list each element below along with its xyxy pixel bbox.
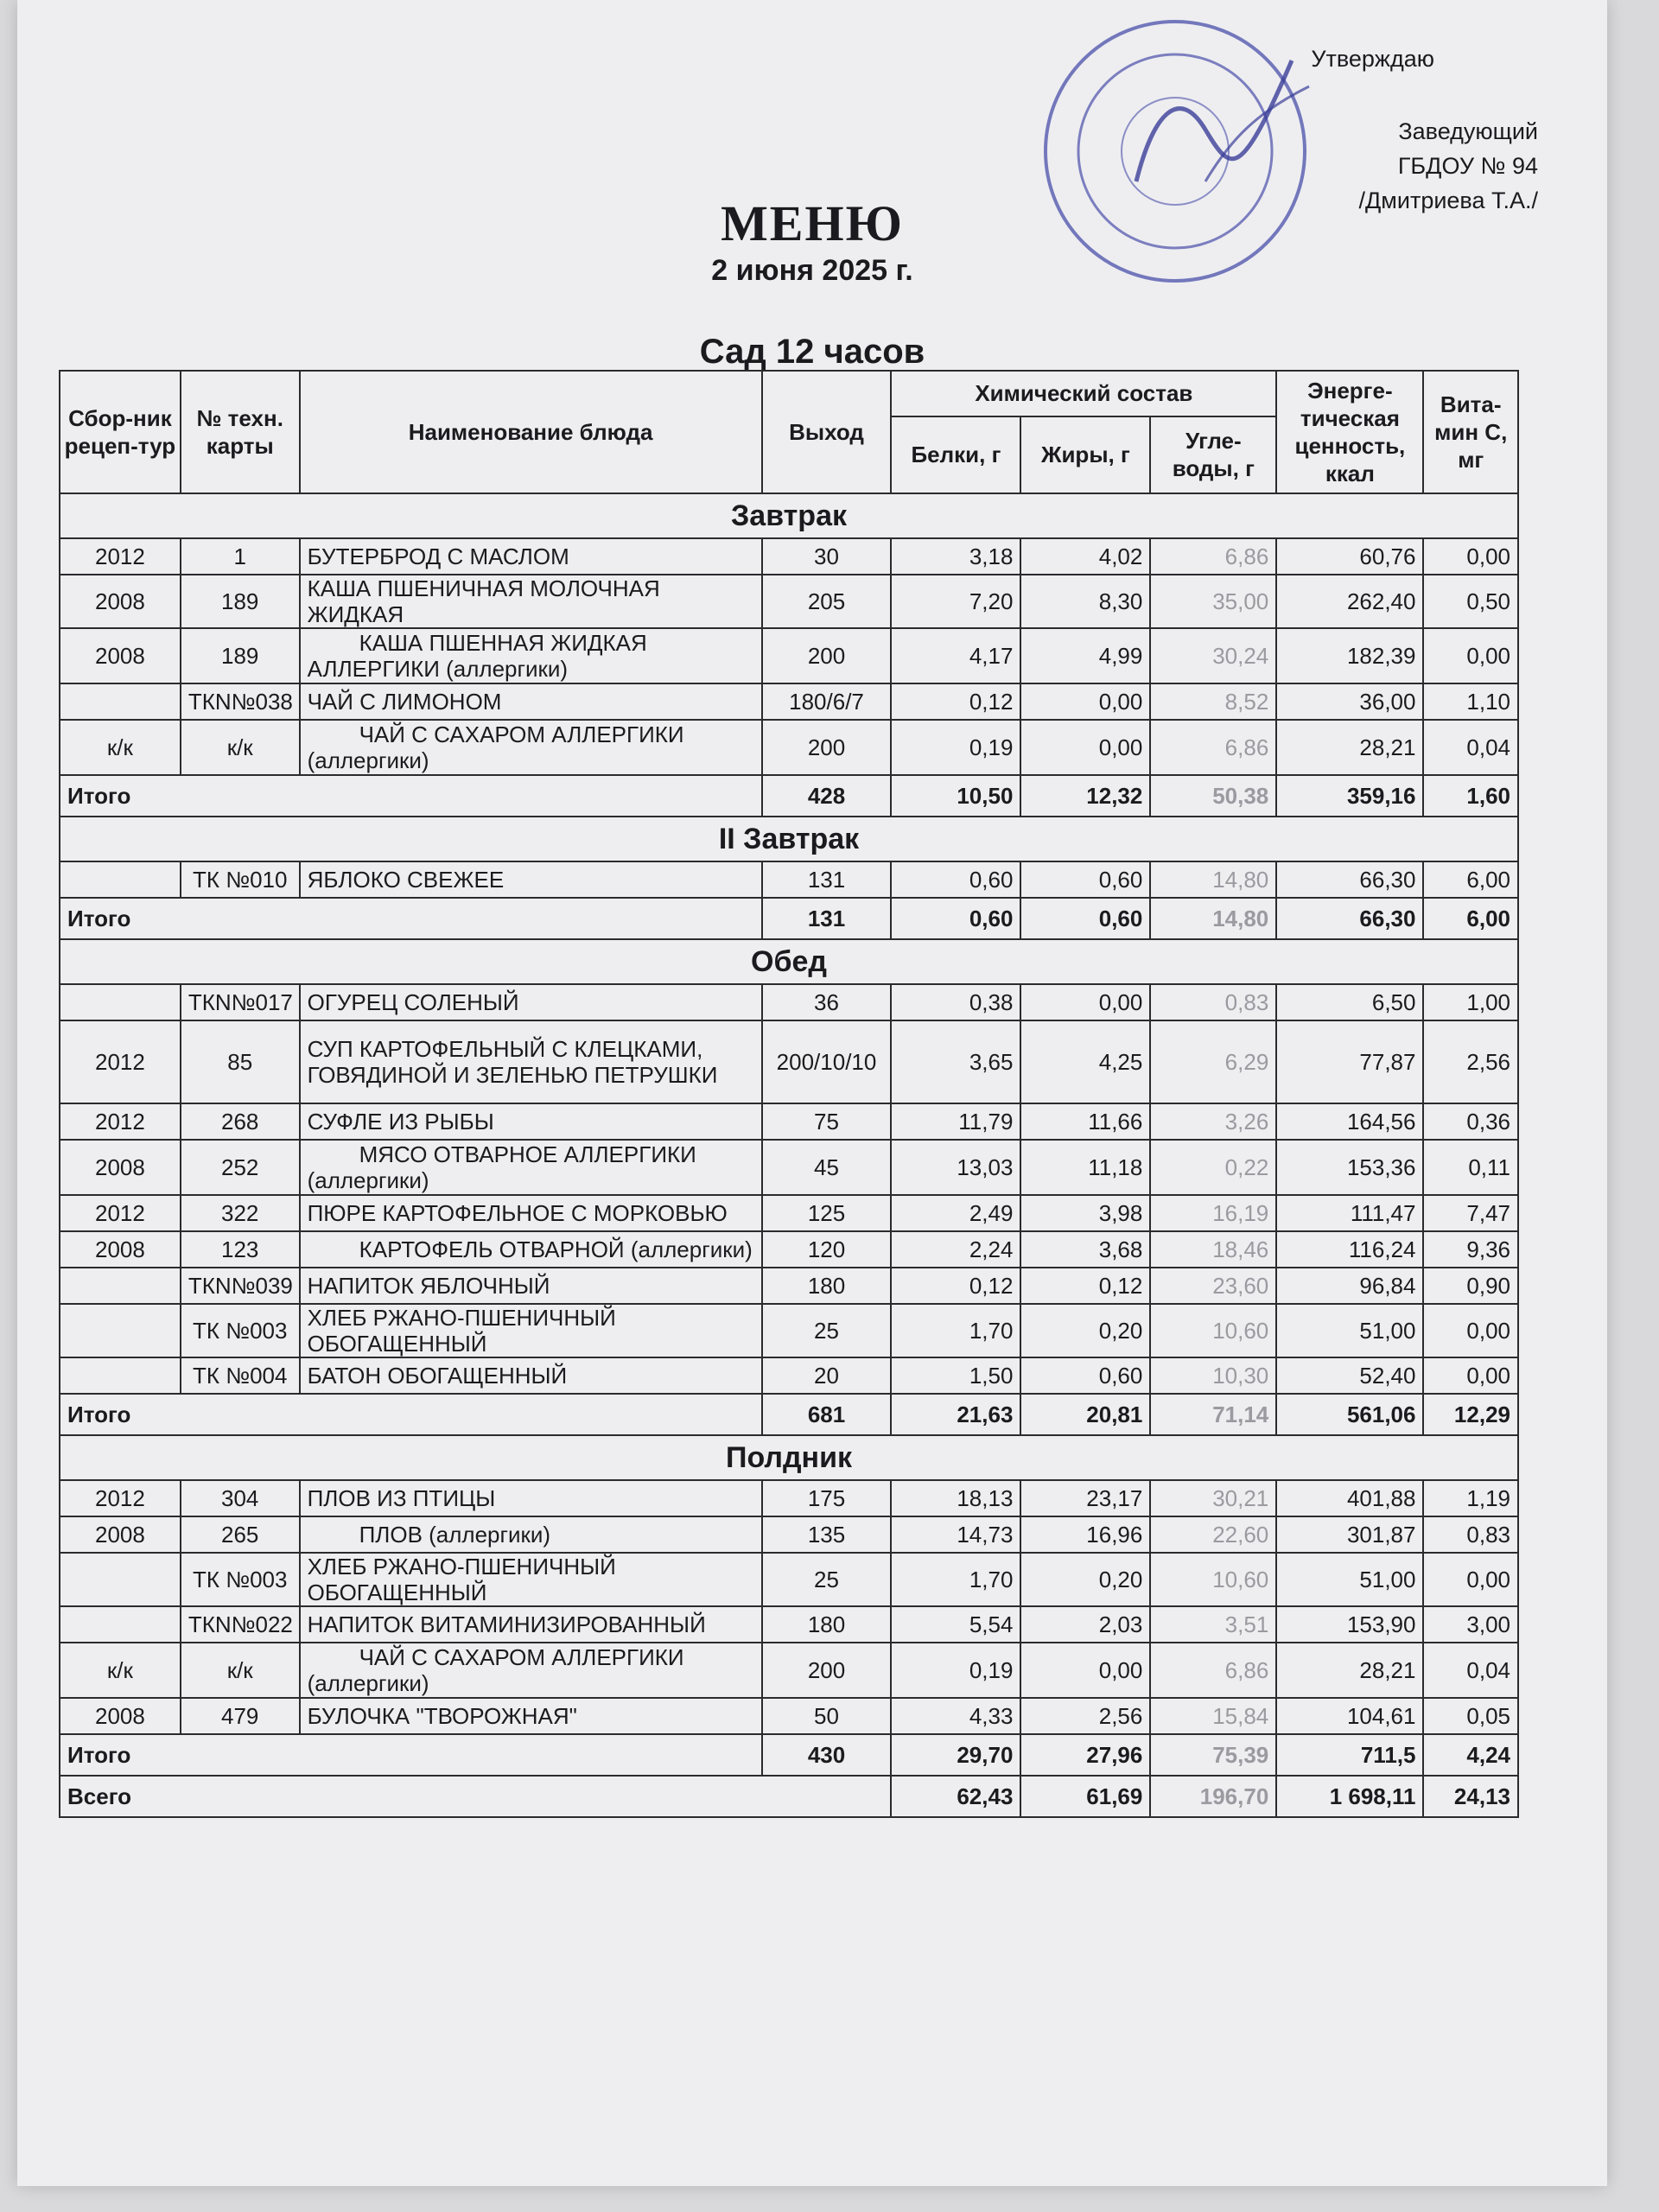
fat-cell: 0,00 [1020, 683, 1150, 720]
approval-block [1311, 41, 1538, 218]
card-cell: к/к [181, 720, 300, 775]
energy-cell: 153,36 [1276, 1140, 1423, 1195]
dish-name-cell: МЯСО ОТВАРНОЕ АЛЛЕРГИКИ (аллергики) [300, 1140, 762, 1195]
vitc-cell: 1,00 [1423, 984, 1518, 1020]
energy-cell: 52,40 [1276, 1357, 1423, 1394]
fat-cell: 2,03 [1020, 1606, 1150, 1643]
header-energy: Энерге-тическая ценность, ккал [1276, 371, 1423, 493]
dish-name-cell: НАПИТОК ВИТАМИНИЗИРОВАННЫЙ [300, 1606, 762, 1643]
card-cell: ТК №010 [181, 861, 300, 898]
protein-cell: 1,70 [891, 1304, 1020, 1357]
vitc-cell: 6,00 [1423, 861, 1518, 898]
card-cell: к/к [181, 1643, 300, 1698]
total-yield-cell: 681 [762, 1394, 892, 1435]
energy-cell: 51,00 [1276, 1304, 1423, 1357]
protein-cell: 0,12 [891, 1268, 1020, 1304]
card-cell: ТКN№022 [181, 1606, 300, 1643]
yield-cell: 200/10/10 [762, 1020, 892, 1103]
energy-cell: 153,90 [1276, 1606, 1423, 1643]
collection-cell: 2012 [60, 538, 181, 575]
collection-cell: 2008 [60, 1140, 181, 1195]
protein-cell: 0,60 [891, 861, 1020, 898]
dish-name-cell: БУТЕРБРОД С МАСЛОМ [300, 538, 762, 575]
fat-cell: 2,56 [1020, 1698, 1150, 1734]
protein-cell: 2,24 [891, 1231, 1020, 1268]
protein-cell: 4,17 [891, 628, 1020, 683]
section-header [60, 1435, 1518, 1480]
yield-cell: 180/6/7 [762, 683, 892, 720]
total-protein-cell: 29,70 [891, 1734, 1020, 1776]
collection-cell: к/к [60, 1643, 181, 1698]
collection-cell [60, 984, 181, 1020]
total-vitc-cell: 1,60 [1423, 775, 1518, 817]
yield-cell: 120 [762, 1231, 892, 1268]
section-total-row [60, 775, 1518, 817]
energy-cell: 6,50 [1276, 984, 1423, 1020]
menu-table [59, 370, 1519, 1818]
carbs-cell: 0,22 [1150, 1140, 1276, 1195]
yield-cell: 131 [762, 861, 892, 898]
section-title: II Завтрак [60, 817, 1518, 861]
table-row [60, 984, 1518, 1020]
yield-cell: 20 [762, 1357, 892, 1394]
protein-cell: 0,19 [891, 1643, 1020, 1698]
section-total-row [60, 898, 1518, 939]
grand-total-carbs-cell: 196,70 [1150, 1776, 1276, 1817]
card-cell: 85 [181, 1020, 300, 1103]
menu-subtitle: Сад 12 часов [699, 333, 925, 371]
dish-name-cell: НАПИТОК ЯБЛОЧНЫЙ [300, 1268, 762, 1304]
fat-cell: 4,99 [1020, 628, 1150, 683]
approve-label: Утверждаю [1311, 46, 1434, 72]
collection-cell: 2012 [60, 1020, 181, 1103]
section-header [60, 939, 1518, 984]
protein-cell: 3,18 [891, 538, 1020, 575]
fat-cell: 0,00 [1020, 1643, 1150, 1698]
energy-cell: 51,00 [1276, 1553, 1423, 1606]
collection-cell [60, 1606, 181, 1643]
total-fat-cell: 12,32 [1020, 775, 1150, 817]
vitc-cell: 3,00 [1423, 1606, 1518, 1643]
total-carbs-cell: 71,14 [1150, 1394, 1276, 1435]
carbs-cell: 6,86 [1150, 538, 1276, 575]
carbs-cell: 15,84 [1150, 1698, 1276, 1734]
fat-cell: 3,68 [1020, 1231, 1150, 1268]
fat-cell: 23,17 [1020, 1480, 1150, 1516]
table-row [60, 1103, 1518, 1140]
yield-cell: 180 [762, 1268, 892, 1304]
fat-cell: 11,66 [1020, 1103, 1150, 1140]
dish-name-cell: ЧАЙ С ЛИМОНОМ [300, 683, 762, 720]
energy-cell: 28,21 [1276, 1643, 1423, 1698]
collection-cell: 2012 [60, 1103, 181, 1140]
section-header [60, 493, 1518, 538]
total-yield-cell: 131 [762, 898, 892, 939]
protein-cell: 0,19 [891, 720, 1020, 775]
header-card: № техн. карты [181, 371, 300, 493]
yield-cell: 200 [762, 628, 892, 683]
menu-table-body [60, 493, 1518, 1817]
collection-cell: 2008 [60, 575, 181, 628]
energy-cell: 301,87 [1276, 1516, 1423, 1553]
table-row [60, 1553, 1518, 1606]
total-vitc-cell: 12,29 [1423, 1394, 1518, 1435]
total-label: Итого [60, 1734, 762, 1776]
yield-cell: 175 [762, 1480, 892, 1516]
grand-total-protein-cell: 62,43 [891, 1776, 1020, 1817]
card-cell: ТК №004 [181, 1357, 300, 1394]
total-fat-cell: 20,81 [1020, 1394, 1150, 1435]
header-collection: Сбор-ник рецеп-тур [60, 371, 181, 493]
card-cell: 268 [181, 1103, 300, 1140]
fat-cell: 0,00 [1020, 720, 1150, 775]
collection-cell [60, 1553, 181, 1606]
dish-name-cell: БАТОН ОБОГАЩЕННЫЙ [300, 1357, 762, 1394]
table-row [60, 1020, 1518, 1103]
carbs-cell: 0,83 [1150, 984, 1276, 1020]
table-row [60, 1606, 1518, 1643]
document-sheet [17, 0, 1607, 2186]
collection-cell [60, 1304, 181, 1357]
vitc-cell: 0,05 [1423, 1698, 1518, 1734]
yield-cell: 50 [762, 1698, 892, 1734]
yield-cell: 200 [762, 1643, 892, 1698]
dish-name-cell: ЧАЙ С САХАРОМ АЛЛЕРГИКИ (аллергики) [300, 720, 762, 775]
card-cell: 123 [181, 1231, 300, 1268]
table-row [60, 538, 1518, 575]
carbs-cell: 14,80 [1150, 861, 1276, 898]
grand-total-fat-cell: 61,69 [1020, 1776, 1150, 1817]
card-cell: 189 [181, 628, 300, 683]
protein-cell: 0,38 [891, 984, 1020, 1020]
yield-cell: 25 [762, 1304, 892, 1357]
fat-cell: 0,12 [1020, 1268, 1150, 1304]
collection-cell: 2012 [60, 1480, 181, 1516]
table-row [60, 1357, 1518, 1394]
vitc-cell: 0,36 [1423, 1103, 1518, 1140]
energy-cell: 77,87 [1276, 1020, 1423, 1103]
yield-cell: 36 [762, 984, 892, 1020]
table-row [60, 1268, 1518, 1304]
carbs-cell: 35,00 [1150, 575, 1276, 628]
dish-name-cell: ПЛОВ (аллергики) [300, 1516, 762, 1553]
total-fat-cell: 27,96 [1020, 1734, 1150, 1776]
carbs-cell: 30,24 [1150, 628, 1276, 683]
vitc-cell: 0,11 [1423, 1140, 1518, 1195]
vitc-cell: 0,00 [1423, 1357, 1518, 1394]
approver-name: /Дмитриева Т.А./ [1358, 188, 1538, 213]
card-cell: ТК №003 [181, 1304, 300, 1357]
vitc-cell: 7,47 [1423, 1195, 1518, 1231]
protein-cell: 14,73 [891, 1516, 1020, 1553]
collection-cell: 2012 [60, 1195, 181, 1231]
table-row [60, 1516, 1518, 1553]
table-row [60, 1195, 1518, 1231]
section-title: Завтрак [60, 493, 1518, 538]
total-protein-cell: 0,60 [891, 898, 1020, 939]
grand-total-energy-cell: 1 698,11 [1276, 1776, 1423, 1817]
total-vitc-cell: 6,00 [1423, 898, 1518, 939]
total-protein-cell: 21,63 [891, 1394, 1020, 1435]
dish-name-cell: СУФЛЕ ИЗ РЫБЫ [300, 1103, 762, 1140]
approver-position: Заведующий [1398, 118, 1538, 144]
table-row [60, 1698, 1518, 1734]
card-cell: ТКN№039 [181, 1268, 300, 1304]
table-row [60, 1231, 1518, 1268]
card-cell: 265 [181, 1516, 300, 1553]
total-energy-cell: 66,30 [1276, 898, 1423, 939]
section-title: Обед [60, 939, 1518, 984]
vitc-cell: 0,00 [1423, 1304, 1518, 1357]
protein-cell: 13,03 [891, 1140, 1020, 1195]
total-yield-cell: 430 [762, 1734, 892, 1776]
carbs-cell: 6,29 [1150, 1020, 1276, 1103]
carbs-cell: 3,51 [1150, 1606, 1276, 1643]
table-row [60, 861, 1518, 898]
fat-cell: 4,25 [1020, 1020, 1150, 1103]
total-energy-cell: 711,5 [1276, 1734, 1423, 1776]
table-row [60, 720, 1518, 775]
section-header [60, 817, 1518, 861]
energy-cell: 28,21 [1276, 720, 1423, 775]
grand-total-label: Всего [60, 1776, 891, 1817]
carbs-cell: 8,52 [1150, 683, 1276, 720]
card-cell: 1 [181, 538, 300, 575]
header-vitc: Вита-мин С, мг [1423, 371, 1518, 493]
table-row [60, 683, 1518, 720]
carbs-cell: 18,46 [1150, 1231, 1276, 1268]
energy-cell: 66,30 [1276, 861, 1423, 898]
yield-cell: 25 [762, 1553, 892, 1606]
energy-cell: 36,00 [1276, 683, 1423, 720]
yield-cell: 205 [762, 575, 892, 628]
yield-cell: 45 [762, 1140, 892, 1195]
protein-cell: 2,49 [891, 1195, 1020, 1231]
fat-cell: 0,20 [1020, 1304, 1150, 1357]
card-cell: 479 [181, 1698, 300, 1734]
total-yield-cell: 428 [762, 775, 892, 817]
total-protein-cell: 10,50 [891, 775, 1020, 817]
energy-cell: 262,40 [1276, 575, 1423, 628]
header-dish: Наименование блюда [300, 371, 762, 493]
table-row [60, 628, 1518, 683]
header-yield: Выход [762, 371, 892, 493]
dish-name-cell: ПЛОВ ИЗ ПТИЦЫ [300, 1480, 762, 1516]
document-title: МЕНЮ [721, 195, 904, 251]
table-row [60, 1480, 1518, 1516]
section-total-row [60, 1734, 1518, 1776]
protein-cell: 1,70 [891, 1553, 1020, 1606]
collection-cell: 2008 [60, 1231, 181, 1268]
fat-cell: 0,60 [1020, 1357, 1150, 1394]
fat-cell: 0,00 [1020, 984, 1150, 1020]
collection-cell: 2008 [60, 1698, 181, 1734]
dish-name-cell: КАША ПШЕННАЯ ЖИДКАЯ АЛЛЕРГИКИ (аллергики) [300, 628, 762, 683]
header-protein: Белки, г [891, 416, 1020, 493]
fat-cell: 16,96 [1020, 1516, 1150, 1553]
collection-cell [60, 1268, 181, 1304]
card-cell: ТКN№038 [181, 683, 300, 720]
carbs-cell: 16,19 [1150, 1195, 1276, 1231]
yield-cell: 200 [762, 720, 892, 775]
total-label: Итого [60, 898, 762, 939]
protein-cell: 5,54 [891, 1606, 1020, 1643]
total-energy-cell: 359,16 [1276, 775, 1423, 817]
protein-cell: 7,20 [891, 575, 1020, 628]
fat-cell: 4,02 [1020, 538, 1150, 575]
card-cell: 252 [181, 1140, 300, 1195]
fat-cell: 3,98 [1020, 1195, 1150, 1231]
total-fat-cell: 0,60 [1020, 898, 1150, 939]
carbs-cell: 30,21 [1150, 1480, 1276, 1516]
vitc-cell: 0,83 [1423, 1516, 1518, 1553]
card-cell: ТКN№017 [181, 984, 300, 1020]
vitc-cell: 1,10 [1423, 683, 1518, 720]
card-cell: 189 [181, 575, 300, 628]
vitc-cell: 0,00 [1423, 538, 1518, 575]
yield-cell: 125 [762, 1195, 892, 1231]
carbs-cell: 10,60 [1150, 1553, 1276, 1606]
vitc-cell: 1,19 [1423, 1480, 1518, 1516]
section-total-row [60, 1394, 1518, 1435]
dish-name-cell: ХЛЕБ РЖАНО-ПШЕНИЧНЫЙ ОБОГАЩЕННЫЙ [300, 1553, 762, 1606]
card-cell: ТК №003 [181, 1553, 300, 1606]
vitc-cell: 0,04 [1423, 1643, 1518, 1698]
collection-cell [60, 683, 181, 720]
total-label: Итого [60, 1394, 762, 1435]
energy-cell: 401,88 [1276, 1480, 1423, 1516]
dish-name-cell: ХЛЕБ РЖАНО-ПШЕНИЧНЫЙ ОБОГАЩЕННЫЙ [300, 1304, 762, 1357]
collection-cell [60, 1357, 181, 1394]
protein-cell: 11,79 [891, 1103, 1020, 1140]
yield-cell: 75 [762, 1103, 892, 1140]
card-cell: 304 [181, 1480, 300, 1516]
fat-cell: 11,18 [1020, 1140, 1150, 1195]
total-carbs-cell: 50,38 [1150, 775, 1276, 817]
yield-cell: 30 [762, 538, 892, 575]
energy-cell: 182,39 [1276, 628, 1423, 683]
grand-total-vitc-cell: 24,13 [1423, 1776, 1518, 1817]
vitc-cell: 0,04 [1423, 720, 1518, 775]
total-carbs-cell: 14,80 [1150, 898, 1276, 939]
header-fat: Жиры, г [1020, 416, 1150, 493]
table-row [60, 1643, 1518, 1698]
dish-name-cell: КАРТОФЕЛЬ ОТВАРНОЙ (аллергики) [300, 1231, 762, 1268]
vitc-cell: 2,56 [1423, 1020, 1518, 1103]
collection-cell: 2008 [60, 628, 181, 683]
carbs-cell: 6,86 [1150, 720, 1276, 775]
approver-org: ГБДОУ № 94 [1397, 153, 1538, 179]
energy-cell: 96,84 [1276, 1268, 1423, 1304]
protein-cell: 4,33 [891, 1698, 1020, 1734]
header-chemical: Химический состав [891, 371, 1276, 416]
vitc-cell: 0,90 [1423, 1268, 1518, 1304]
yield-cell: 135 [762, 1516, 892, 1553]
energy-cell: 164,56 [1276, 1103, 1423, 1140]
title-block [17, 194, 1607, 372]
protein-cell: 18,13 [891, 1480, 1020, 1516]
carbs-cell: 10,30 [1150, 1357, 1276, 1394]
fat-cell: 8,30 [1020, 575, 1150, 628]
energy-cell: 116,24 [1276, 1231, 1423, 1268]
total-vitc-cell: 4,24 [1423, 1734, 1518, 1776]
yield-cell: 180 [762, 1606, 892, 1643]
carbs-cell: 6,86 [1150, 1643, 1276, 1698]
energy-cell: 111,47 [1276, 1195, 1423, 1231]
card-cell: 322 [181, 1195, 300, 1231]
total-energy-cell: 561,06 [1276, 1394, 1423, 1435]
dish-name-cell: ЧАЙ С САХАРОМ АЛЛЕРГИКИ (аллергики) [300, 1643, 762, 1698]
dish-name-cell: БУЛОЧКА "ТВОРОЖНАЯ" [300, 1698, 762, 1734]
dish-name-cell: ПЮРЕ КАРТОФЕЛЬНОЕ С МОРКОВЬЮ [300, 1195, 762, 1231]
table-row [60, 1304, 1518, 1357]
vitc-cell: 0,00 [1423, 1553, 1518, 1606]
collection-cell: 2008 [60, 1516, 181, 1553]
fat-cell: 0,60 [1020, 861, 1150, 898]
fat-cell: 0,20 [1020, 1553, 1150, 1606]
collection-cell: к/к [60, 720, 181, 775]
vitc-cell: 9,36 [1423, 1231, 1518, 1268]
total-label: Итого [60, 775, 762, 817]
dish-name-cell: ОГУРЕЦ СОЛЕНЫЙ [300, 984, 762, 1020]
collection-cell [60, 861, 181, 898]
protein-cell: 1,50 [891, 1357, 1020, 1394]
dish-name-cell: КАША ПШЕНИЧНАЯ МОЛОЧНАЯ ЖИДКАЯ [300, 575, 762, 628]
protein-cell: 0,12 [891, 683, 1020, 720]
carbs-cell: 3,26 [1150, 1103, 1276, 1140]
dish-name-cell: ЯБЛОКО СВЕЖЕЕ [300, 861, 762, 898]
table-row [60, 1140, 1518, 1195]
carbs-cell: 23,60 [1150, 1268, 1276, 1304]
energy-cell: 104,61 [1276, 1698, 1423, 1734]
section-title: Полдник [60, 1435, 1518, 1480]
menu-date: 2 июня 2025 г. [711, 254, 913, 287]
carbs-cell: 22,60 [1150, 1516, 1276, 1553]
total-carbs-cell: 75,39 [1150, 1734, 1276, 1776]
protein-cell: 3,65 [891, 1020, 1020, 1103]
grand-total-row [60, 1776, 1518, 1817]
energy-cell: 60,76 [1276, 538, 1423, 575]
vitc-cell: 0,50 [1423, 575, 1518, 628]
vitc-cell: 0,00 [1423, 628, 1518, 683]
table-row [60, 575, 1518, 628]
carbs-cell: 10,60 [1150, 1304, 1276, 1357]
dish-name-cell: СУП КАРТОФЕЛЬНЫЙ С КЛЕЦКАМИ, ГОВЯДИНОЙ И ЗЕЛЕНЬЮ ПЕТРУШКИ [300, 1020, 762, 1103]
header-carbs: Угле-воды, г [1150, 416, 1276, 493]
